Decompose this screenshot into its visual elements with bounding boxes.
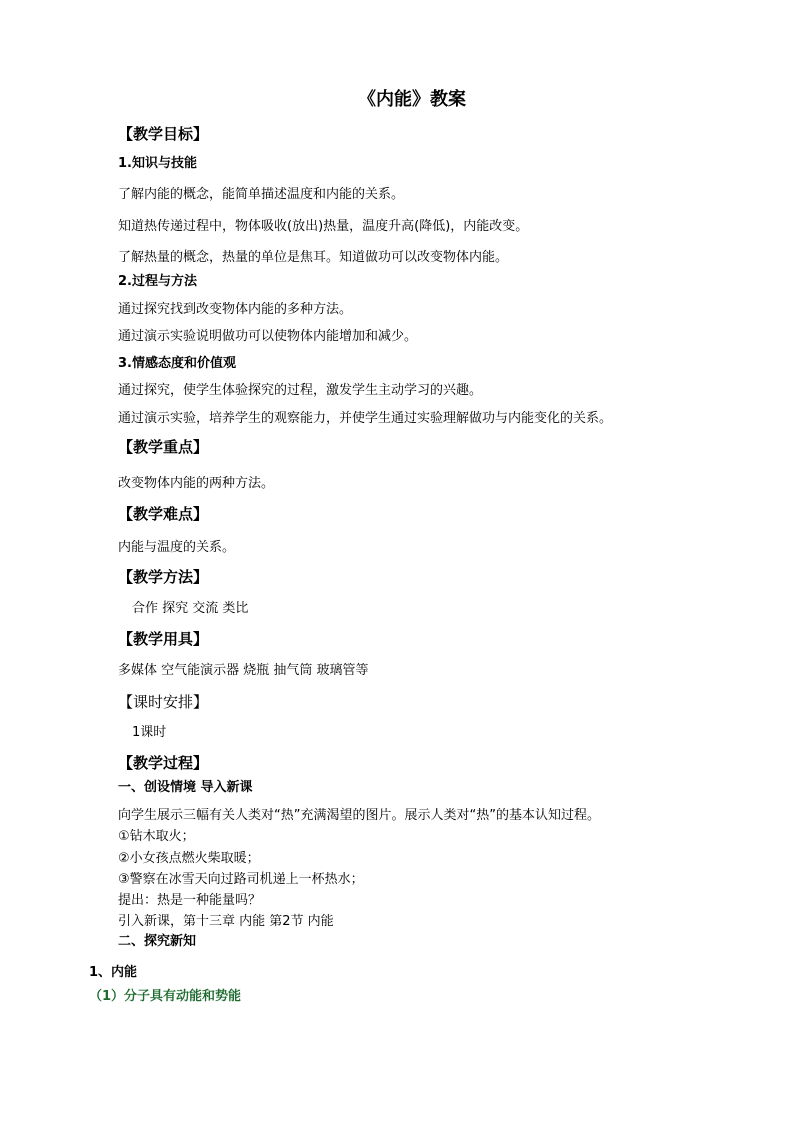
process-item-2: 通过演示实验说明做功可以使物体内能增加和减少。 [118,329,418,344]
section-heading-schedule: 【课时安排】 [118,693,209,711]
section-heading-difficulties: 【教学难点】 [118,505,209,523]
item1-subheading: （1）分子具有动能和势能 [89,989,242,1004]
knowledge-item-2: 知道热传递过程中，物体吸收(放出)热量，温度升高(降低)，内能改变。 [118,219,529,234]
knowledge-item-1: 了解内能的概念，能简单描述温度和内能的关系。 [118,187,405,202]
section-heading-process: 【教学过程】 [118,754,209,772]
attitude-item-1: 通过探究，使学生体验探究的过程，激发学生主动学习的兴趣。 [118,383,483,398]
tools-text: 多媒体 空气能演示器 烧瓶 抽气筒 玻璃管等 [118,663,369,678]
difficulties-text: 内能与温度的关系。 [118,540,236,555]
part1-line-2: ①钻木取火； [118,829,195,844]
methods-text: 合作 探究 交流 类比 [132,601,249,616]
page-title: 《内能》教案 [358,89,466,110]
knowledge-item-3: 了解热量的概念，热量的单位是焦耳。知道做功可以改变物体内能。 [118,250,509,265]
part1-heading: 一、创设情境 导入新课 [118,780,253,795]
subheading-knowledge: 1.知识与技能 [118,156,197,171]
section-heading-objectives: 【教学目标】 [118,125,209,143]
section-heading-methods: 【教学方法】 [118,568,209,586]
part1-line-3: ②小女孩点燃火柴取暖； [118,851,260,866]
attitude-item-2: 通过演示实验，培养学生的观察能力，并使学生通过实验理解做功与内能变化的关系。 [118,411,613,426]
part1-line-5: 提出：热是一种能量吗？ [118,893,262,908]
section-heading-key-points: 【教学重点】 [118,438,209,456]
section-heading-tools: 【教学用具】 [118,630,209,648]
key-points-text: 改变物体内能的两种方法。 [118,476,275,491]
subheading-process: 2.过程与方法 [118,274,197,289]
part1-line-1: 向学生展示三幅有关人类对“热”充满渴望的图片。展示人类对“热”的基本认知过程。 [118,808,600,823]
part1-line-4: ③警察在冰雪天向过路司机递上一杯热水； [118,872,364,887]
item1-heading: 1、内能 [89,965,138,980]
subheading-attitude: 3.情感态度和价值观 [118,356,236,371]
process-item-1: 通过探究找到改变物体内能的多种方法。 [118,302,353,317]
schedule-text: 1课时 [132,725,167,740]
part2-heading: 二、探究新知 [118,934,197,949]
part1-line-6: 引入新课，第十三章 内能 第2节 内能 [118,914,334,929]
